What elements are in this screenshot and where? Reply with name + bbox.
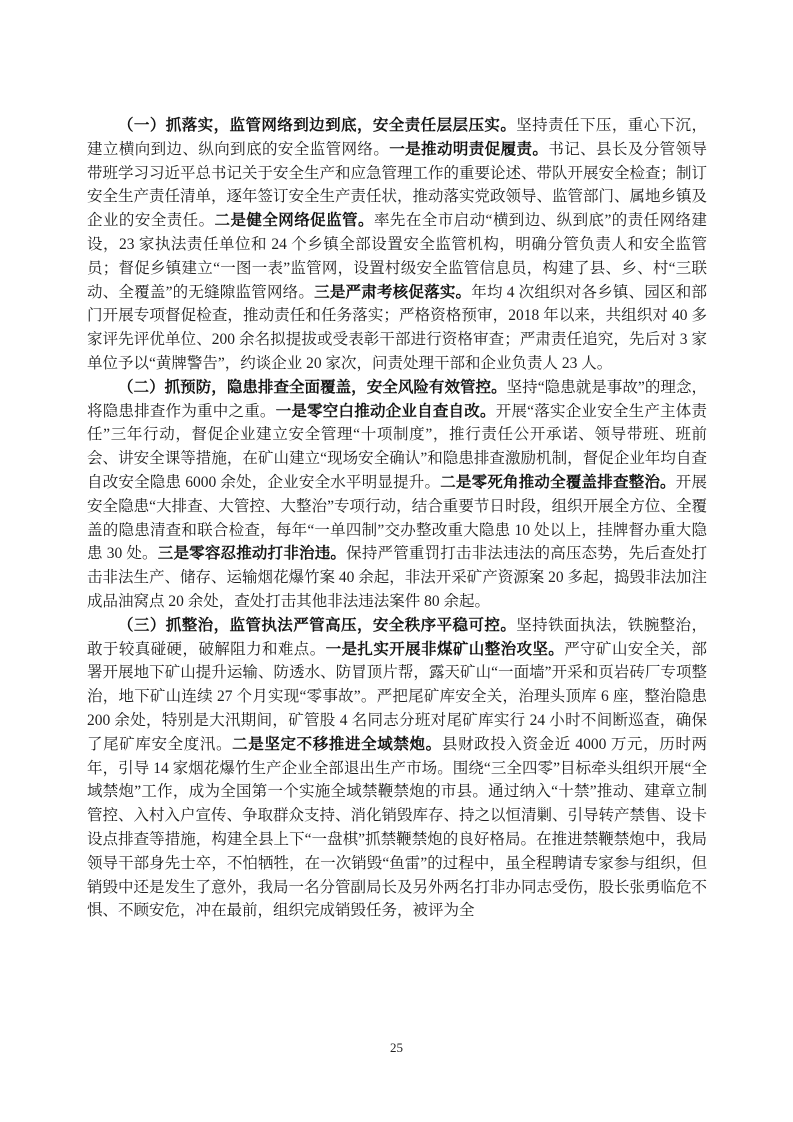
bold-heading-run: 二是坚定不移推进全域禁炮。 — [232, 735, 442, 753]
text-run: 县财政投入资金近 4000 万元，历时两年，引导 14 家烟花爆竹生产企业全部退出生产市场。围绕“三全四零”目标牵头组织开展“全域禁炮”工作，成为全国第一个实施全域禁鞭禁炮的市县。通过纳入“十禁”推动、建章立制管控、入村入户宣传、争取群众支持、消化销毁库存、持之以恒清剿、引导转产禁售、设卡设点排查等措施，构建全县上下“一盘棋”抓禁鞭禁炮的良好格局。在推进禁鞭禁炮中，我局领导干部身先士卒，不怕牺牲，在一次销毁“鱼雷”的过程中，虽全程聘请专家参与组织，但销毁中还是发生了意外，我局一名分管副局长及另外两名打非办同志受伤，股长张勇临危不惧、不顾安危，冲在最前，组织完成销毁任务，被评为全 — [87, 735, 708, 920]
bold-heading-run: （三）抓整治，监管执法严管高压，安全秩序平稳可控。 — [118, 616, 517, 634]
bold-heading-run: 一是零空白推动企业自查自改。 — [275, 402, 496, 420]
text-run: 坚持“隐患就是事故”的理念，将隐患排查作为重中之重。 — [87, 378, 707, 420]
bold-heading-run: （二）抓预防，隐患排查全面覆盖，安全风险有效管控。 — [118, 378, 507, 396]
bold-heading-run: 二是健全网络促监管。 — [214, 212, 374, 230]
page-number: 25 — [390, 1040, 403, 1055]
text-run: 严守矿山安全关，部署开展地下矿山提升运输、防透水、防冒顶片帮，露天矿山“一面墙”开采和页岩砖厂专项整治，地下矿山连续 27 个月实现“零事故”。严把尾矿库安全关，治理头顶库 6 座，整治隐患 200 余处，特别是大汛期间，矿管股 4 名同志分班对尾矿库实行 24 小时不间断巡查，确保了尾矿库安全度汛。 — [87, 640, 707, 753]
text-run: 书记、县长及分管领导带班学习习近平总书记关于安全生产和应急管理工作的重要论述、带队开展安全检查；制订安全生产责任清单，逐年签订安全生产责任状，推动落实党政领导、监管部门、属地乡镇及企业的安全责任。 — [87, 140, 708, 230]
text-run: 开展“落实企业安全生产主体责任”三年行动，督促企业建立安全管理“十项制度”，推行责任公开承诺、领导带班、班前会、讲安全课等措施，在矿山建立“现场安全确认”和隐患排查激励机制，督促企业年均自查自改安全隐患 6000 余处，企业安全水平明显提升。 — [87, 402, 707, 491]
bold-heading-run: 一是推动明责促履责。 — [389, 140, 549, 158]
bold-heading-run: （一）抓落实，监管网络到边到底，安全责任层层压实。 — [118, 117, 517, 134]
paragraph — [87, 614, 707, 923]
text-run: 坚持责任下压，重心下沉，建立横向到边、纵向到底的安全监管网络。 — [87, 117, 707, 158]
text-run: 保持严管重罚打击非法违法的高压态势，先后查处打击非法生产、储存、运输烟花爆竹案 40 余起，非法开采矿产资源案 20 多起，捣毁非法加注成品油窝点 20 余处，查处打击其他非法违法案件 80 余起。 — [87, 545, 708, 610]
paragraph — [87, 114, 707, 376]
text-run: 率先在全市启动“横到边、纵到底”的责任网络建设，23 家执法责任单位和 24 个乡镇全部设置安全监管机构，明确分管负责人和安全监管员；督促乡镇建立“一图一表”监管网，设置村级安全监管信息员，构建了县、乡、村“三联动、全覆盖”的无缝隙监管网络。 — [87, 212, 707, 301]
bold-heading-run: 一是扎实开展非煤矿山整治攻坚。 — [325, 640, 565, 658]
document-body — [87, 114, 707, 923]
bold-heading-run: 二是零死角推动全覆盖排查整治。 — [440, 473, 676, 491]
bold-heading-run: 三是零容忍推动打非治违。 — [157, 545, 347, 563]
text-run: 年均 4 次组织对各乡镇、园区和部门开展专项督促检查，推动责任和任务落实；严格资格预审，2018 年以来，共组织对 40 多家评先评优单位、200 余名拟提拔或受表彰干部进行资格审查；严肃责任追究，先后对 3 家单位予以“黄牌警告”，约谈企业 20 家次，问责处理干部和企业负责人 23 人。 — [87, 283, 707, 372]
paragraph — [87, 376, 707, 614]
bold-heading-run: 三是严肃考核促落实。 — [314, 283, 472, 301]
text-run: 坚持铁面执法，铁腕整治，敢于较真碰硬，破解阻力和难点。 — [87, 616, 707, 658]
text-run: 开展安全隐患“大排查、大管控、大整治”专项行动，结合重要节日时段，组织开展全方位、全覆盖的隐患清查和联合检查，每年“一单四制”交办整改重大隐患 10 处以上，挂牌督办重大隐患 30 处。 — [87, 473, 707, 563]
